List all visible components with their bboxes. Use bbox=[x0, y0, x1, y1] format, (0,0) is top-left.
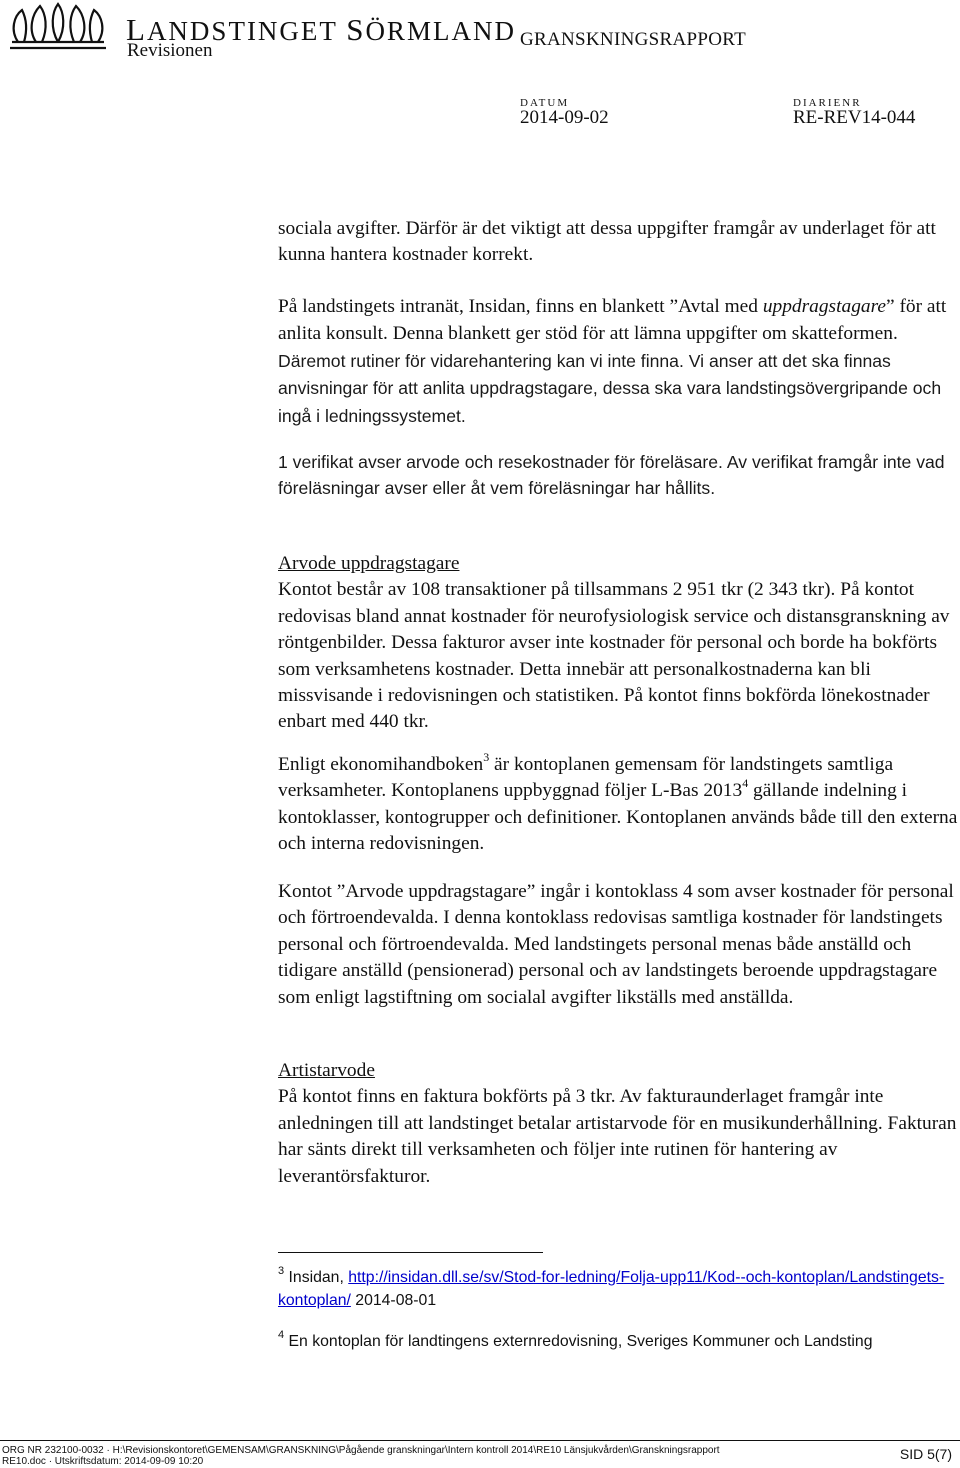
footnote-3: $^3$ Insidan, http://insidan.dll.se/sv/Stod-for-ledning/Folja-upp11/Kod--och-kontoplan/Landstingets-kontoplan/ 2014-08-01 bbox=[278, 1264, 945, 1309]
section-heading: Arvode uppdragstagare bbox=[278, 553, 460, 574]
footnote-link[interactable]: http://insidan.dll.se/sv/Stod-for-ledning/Folja-upp11/Kod--och-kontoplan/Landstingets-kontoplan/ bbox=[278, 1269, 945, 1309]
organization-name: LANDSTINGET SÖRMLAND bbox=[126, 12, 516, 47]
section-arvode-uppdragstagare bbox=[278, 551, 958, 736]
paragraph-text: På kontot finns en faktura bokförts på 3 tkr. Av fakturaunderlaget framgår inte anledningen till att landstinget betalar artistarvode för en musikunderhållning. Fakturan har sänts direkt till verksamheten och följer inte rutinen för hantering av leverantörsfakturor. bbox=[278, 1086, 957, 1187]
reg-number-label: DIARIENR bbox=[793, 97, 862, 109]
paragraph-text: sociala avgifter. Därför är det viktigt att dessa uppgifter framgår av underlaget för att kunna hantera kostnader korrekt. bbox=[278, 218, 936, 266]
footnote-ref-4[interactable]: 4 bbox=[742, 775, 749, 790]
page-number: SID 5(7) bbox=[899, 1446, 952, 1462]
paragraph-intranet-form bbox=[278, 294, 958, 430]
footer-path: ORG NR 232100-0032 · H:\Revisionskontoret\GEMENSAM\GRANSKNING\Pågående granskningar\Intern kontroll 2014\RE10 Länsjukvården\Granskningsrapport bbox=[2, 1445, 720, 1456]
crown-of-tulips-logo-icon bbox=[4, 2, 112, 58]
document-type: GRANSKNINGSRAPPORT bbox=[520, 29, 746, 50]
landsting-logo bbox=[4, 2, 112, 58]
unit-name: Revisionen bbox=[127, 40, 213, 61]
date-label: DATUM bbox=[520, 97, 570, 109]
footnote-separator bbox=[278, 1252, 543, 1253]
paragraph-text: På landstingets intranät, Insidan, finns en blankett ”Avtal med uppdragstagare” för att anlita konsult. Denna blankett ger stöd för att lämna uppgifter om skatteformen. Däremot rutiner för vidarehantering kan vi inte finna. Vi anser att det ska finnas anvisningar för att anlita uppdragstagare, dessa ska vara landstingsövergripande och ingå i ledningssystemet. bbox=[278, 296, 947, 426]
paragraph-text: Enligt ekonomihandboken$^3$ är kontoplanen gemensam för landstingets samtliga verksamheter. Kontoplanens uppbyggnad följer L-Bas 2013$^4$ gällande indelning i kontoklasser, kontogrupper och definitioner. Kontoplanen används både till den externa och interna redovisningen. bbox=[278, 749, 958, 855]
reg-number-value: RE-REV14-044 bbox=[793, 107, 916, 128]
section-artistarvode bbox=[278, 1058, 958, 1190]
paragraph-lecturer-voucher bbox=[278, 449, 958, 502]
footer-separator bbox=[0, 1440, 960, 1441]
footer-print-date: RE10.doc · Utskriftsdatum: 2014-09-09 10:20 bbox=[2, 1456, 204, 1467]
paragraph-account-class bbox=[278, 879, 958, 1011]
paragraph-text: 1 verifikat avser arvode och resekostnader för föreläsare. Av verifikat framgår inte vad föreläsningar avser eller åt vem föreläsningar har hållits. bbox=[278, 452, 945, 499]
footnote-4: $^4$ En kontoplan för landtingens externredovisning, Sveriges Kommuner och Landsting bbox=[278, 1328, 873, 1350]
date-value: 2014-09-02 bbox=[520, 107, 609, 128]
section-heading: Artistarvode bbox=[278, 1060, 375, 1081]
paragraph-chart-of-accounts bbox=[278, 749, 958, 858]
paragraph-text: Kontot består av 108 transaktioner på tillsammans 2 951 tkr (2 343 tkr). På kontot redovisas bland annat kostnader för neurofysiologisk service och distansgranskning av röntgenbilder. Dessa fakturor avser inte kostnader för personal och borde ha bokförts som verksamhetens kostnader. Detta innebär att personalkostnaderna kan bli missvisande i redovisningen och statistiken. På kontot finns bokförda lönekostnader enbart med 440 tkr. bbox=[278, 579, 950, 733]
paragraph-text: Kontot ”Arvode uppdragstagare” ingår i kontoklass 4 som avser kostnader för personal och förtroendevalda. I denna kontoklass redovisas samtliga kostnader för landstingets personal och förtroendevalda. Med landstingets personal menas både anställd och tidigare anställd (pensionerad) personal och av landstingets beroende uppdragstagare som enligt lagstiftning om socialal avgifter likställs med anställda. bbox=[278, 881, 954, 1008]
footnote-ref-3[interactable]: 3 bbox=[483, 749, 490, 764]
paragraph-social-fees bbox=[278, 216, 958, 269]
